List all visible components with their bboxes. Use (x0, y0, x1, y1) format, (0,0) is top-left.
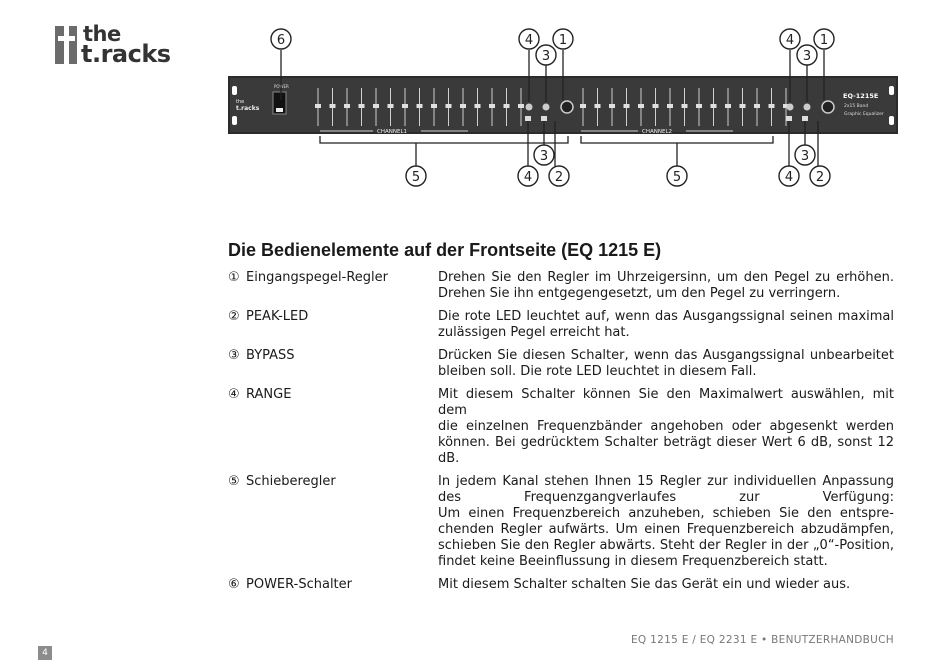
callout-6: 6 (276, 33, 286, 48)
page-number: 4 (38, 646, 52, 660)
control-item (228, 309, 894, 341)
description-line: die einzelnen Frequenzbänder angehoben oder abgesenkt werden (438, 419, 894, 434)
item-number: ⑤ (228, 474, 240, 489)
power-label: POWER (274, 84, 289, 89)
description-line: In jedem Kanal stehen Ihnen 15 Regler zur individuellen Anpassung (438, 474, 894, 489)
callout-3-ch1-top: 3 (541, 49, 551, 64)
item-number: ③ (228, 348, 240, 363)
callout-5-ch2: 5 (672, 170, 682, 185)
callout-1-ch1: 1 (558, 33, 568, 48)
model-label: EQ-1215E (843, 92, 879, 100)
description-line: Drehen Sie ihn entgegengesetzt, um den Pegel zu verringern. (438, 286, 841, 301)
control-item (228, 474, 894, 570)
description-line: Die rote LED leuchtet auf, wenn das Ausgangssignal seinen maximal (438, 309, 894, 324)
item-description (438, 387, 894, 467)
control-item (228, 348, 894, 380)
item-description (438, 348, 894, 380)
item-name: POWER-Schalter (246, 577, 352, 592)
description-line: findet keine Beeinflussung in diesem Frequenzbereich statt. (438, 554, 828, 569)
callout-3-ch2-top: 3 (802, 49, 812, 64)
logo-mark-icon (55, 26, 77, 64)
brand-logo (55, 24, 185, 68)
item-number: ④ (228, 387, 240, 402)
callout-1-ch2: 1 (819, 33, 829, 48)
device-front-panel-illustration (228, 28, 898, 193)
logo-text-tracks: t.racks (81, 40, 171, 68)
item-description (438, 474, 894, 570)
callout-4-ch2-bottom: 4 (784, 170, 794, 185)
channel1-label: CHANNEL1 (377, 129, 408, 135)
description-line: können. Bei gedrücktem Schalter beträgt dieser Wert 6 dB, sonst 12 dB. (438, 435, 894, 466)
description-line: Mit diesem Schalter können Sie den Maximalwert auswählen, mit dem (438, 387, 894, 418)
callout-4-ch1-bottom: 4 (523, 170, 533, 185)
callout-3-ch1-bottom: 3 (539, 149, 549, 164)
callout-5-ch1: 5 (411, 170, 421, 185)
description-line: Drehen Sie den Regler im Uhrzeigersinn, um den Pegel zu erhöhen. (438, 270, 894, 285)
device-brand-tracks: t.racks (236, 105, 260, 112)
control-item (228, 577, 894, 593)
description-line: des Frequenzgangverlaufes zur Verfügung: (438, 490, 894, 505)
item-description (438, 577, 894, 593)
callout-3-ch2-bottom: 3 (800, 149, 810, 164)
item-number: ② (228, 309, 240, 324)
callout-2-ch2: 2 (815, 170, 825, 185)
item-number: ① (228, 270, 240, 285)
item-name: RANGE (246, 387, 292, 402)
item-name: BYPASS (246, 348, 295, 363)
control-item (228, 270, 894, 302)
description-line: chenden Regler aufwärts. Um einen Frequenzbereich abzudämpfen, (438, 522, 894, 537)
section-heading: Die Bedienelemente auf der Frontseite (EQ 1215 E) (228, 240, 662, 260)
description-line: zulässigen Pegel erreicht hat. (438, 325, 630, 340)
description-line: schieben Sie den Regler abwärts. Steht der Regler in der „0“-Position, (438, 538, 894, 553)
model-subtitle-1: 2x15 Band (844, 104, 869, 109)
logo-text-the: the (83, 22, 121, 46)
page-footer: EQ 1215 E / EQ 2231 E • BENUTZERHANDBUCH (631, 634, 894, 646)
callout-4-ch2: 4 (785, 33, 795, 48)
callout-4-ch1: 4 (524, 33, 534, 48)
controls-list (228, 270, 894, 600)
device-brand-the: the (236, 99, 245, 105)
item-name: Eingangspegel-Regler (246, 270, 389, 285)
description-line: Drücken Sie diesen Schalter, wenn das Ausgangssignal unbearbeitet (438, 348, 894, 363)
item-name: Schieberegler (246, 474, 336, 489)
description-line: Um einen Frequenzbereich anzuheben, schieben Sie den entspre- (438, 506, 894, 521)
model-subtitle-2: Graphic Equalizer (844, 112, 884, 117)
description-line: Mit diesem Schalter schalten Sie das Gerät ein und wieder aus. (438, 577, 851, 592)
item-number: ⑥ (228, 577, 240, 592)
callout-2-ch1: 2 (554, 170, 564, 185)
item-description (438, 309, 894, 341)
channel2-label: CHANNEL2 (642, 129, 673, 135)
description-line: bleiben soll. Die rote LED leuchtet in diesem Fall. (438, 364, 757, 379)
item-name: PEAK-LED (246, 309, 309, 324)
control-item (228, 387, 894, 467)
item-description (438, 270, 894, 302)
